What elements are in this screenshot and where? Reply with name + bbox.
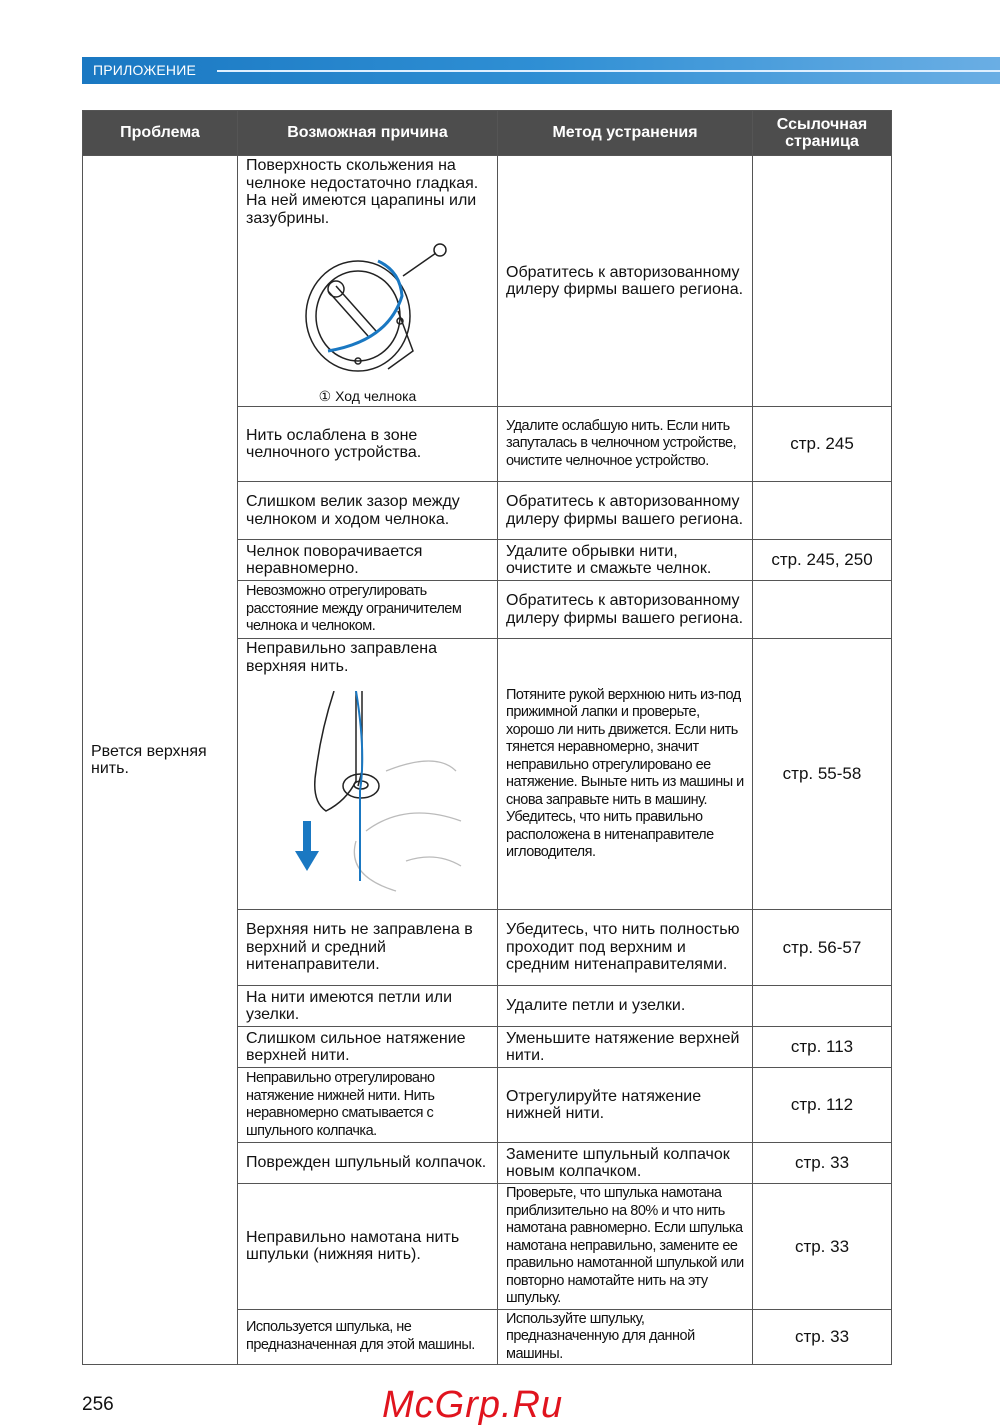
cause-text: Верхняя нить не заправлена в верхний и средний нитенаправители.	[246, 921, 473, 974]
method-cell: Потяните рукой верхнюю нить из-под прижимной лапки и проверьте, хорошо ли нить движется. Если нить тянется неравномерно, значит неправильно отрегулировано ее натяжение. Выньте нить из машины и снова заправьте нить в машину. Убедитесь, что нить правильно расположена в нитенаправителе игловодителя.	[498, 639, 753, 910]
cause-cell	[238, 1027, 498, 1068]
cause-text: Челнок поворачивается неравномерно.	[246, 542, 423, 577]
method-cell: Удалите обрывки нити, очистите и смажьте челнок.	[498, 540, 753, 581]
col-header-method: Метод устранения	[498, 111, 753, 156]
table-row	[83, 156, 892, 407]
cause-cell	[238, 1143, 498, 1184]
method-cell: Удалите петли и узелки.	[498, 986, 753, 1027]
method-cell: Удалите ослабшую нить. Если нить запуталась в челночном устройстве, очистите челночное устройство.	[498, 407, 753, 482]
page-content	[82, 110, 891, 1427]
banner-rule	[217, 70, 1000, 72]
reference-page-cell: стр. 33	[753, 1184, 892, 1310]
method-cell: Отрегулируйте натяжение нижней нити.	[498, 1068, 753, 1143]
reference-page-cell: стр. 113	[753, 1027, 892, 1068]
section-title: ПРИЛОЖЕНИЕ	[93, 62, 197, 78]
cause-text: Слишком сильное натяжение верхней нити.	[246, 1029, 466, 1064]
page-footer	[82, 1383, 891, 1427]
cause-text: Неправильно намотана нить шпульки (нижняя нить).	[246, 1228, 460, 1264]
col-header-reference: Ссылочная страница	[753, 111, 892, 156]
method-cell: Замените шпульный колпачок новым колпачком.	[498, 1143, 753, 1184]
cause-text: Неправильно отрегулировано натяжение нижней нити. Нить неравномерно сматывается с шпульного колпачка.	[246, 1070, 435, 1139]
cause-cell	[238, 540, 498, 581]
cause-cell	[238, 910, 498, 986]
cause-text: Слишком велик зазор между челноком и ходом челнока.	[246, 493, 460, 528]
cause-cell	[238, 581, 498, 639]
reference-page-cell: стр. 245, 250	[753, 540, 892, 581]
reference-page-cell: стр. 245	[753, 407, 892, 482]
method-cell: Уменьшите натяжение верхней нити.	[498, 1027, 753, 1068]
cause-cell	[238, 639, 498, 910]
reference-page-cell: стр. 33	[753, 1143, 892, 1184]
method-cell: Используйте шпульку, предназначенную для данной машины.	[498, 1309, 753, 1365]
hook-race-illustration	[288, 241, 448, 381]
cause-text: Нить ослаблена в зоне челночного устройства.	[246, 426, 422, 461]
cause-text: Используется шпулька, не предназначенная для этой машины.	[246, 1319, 475, 1353]
cause-text: Невозможно отрегулировать расстояние между ограничителем челнока и челноком.	[246, 583, 462, 635]
cause-cell	[238, 1068, 498, 1143]
reference-page-cell	[753, 482, 892, 540]
needle-threading-illustration	[286, 691, 466, 896]
cause-cell	[238, 1184, 498, 1310]
cause-text: Неправильно заправлена верхняя нить.	[246, 640, 437, 675]
cause-text: Поверхность скольжения на челноке недостаточно гладкая. На ней имеются царапины или зазубрины.	[246, 157, 479, 227]
reference-page-cell	[753, 986, 892, 1027]
method-cell: Убедитесь, что нить полностью проходит под верхним и средним нитенаправителями.	[498, 910, 753, 986]
cause-text: Поврежден шпульный колпачок.	[246, 1154, 487, 1172]
cause-cell	[238, 407, 498, 482]
cause-cell	[238, 1309, 498, 1365]
reference-page-cell: стр. 33	[753, 1309, 892, 1365]
method-cell: Обратитесь к авторизованному дилеру фирмы вашего региона.	[498, 156, 753, 407]
page-number: 256	[82, 1394, 114, 1415]
reference-page-cell: стр. 55-58	[753, 639, 892, 910]
cause-cell	[238, 986, 498, 1027]
section-banner	[82, 57, 1000, 84]
cause-cell	[238, 156, 498, 407]
method-cell: Проверьте, что шпулька намотана приблизительно на 80% и что нить намотана равномерно. Если шпулька намотана неправильно, замените ее правильно намотанной шпулькой или повторно намотайте нить на эту шпульку.	[498, 1184, 753, 1310]
table-header	[83, 111, 892, 156]
reference-page-cell: стр. 56-57	[753, 910, 892, 986]
problem-cell: Рвется верхняя нить.	[83, 156, 238, 1365]
cause-text: На нити имеются петли или узелки.	[246, 988, 453, 1023]
method-cell: Обратитесь к авторизованному дилеру фирмы вашего региона.	[498, 482, 753, 540]
cause-cell	[238, 482, 498, 540]
method-cell: Обратитесь к авторизованному дилеру фирмы вашего региона.	[498, 581, 753, 639]
reference-page-cell	[753, 156, 892, 407]
troubleshooting-table	[82, 110, 892, 1365]
illustration-caption: ① Ход челнока	[318, 387, 417, 404]
reference-page-cell: стр. 112	[753, 1068, 892, 1143]
reference-page-cell	[753, 581, 892, 639]
watermark: McGrp.Ru	[382, 1383, 564, 1426]
col-header-cause: Возможная причина	[238, 111, 498, 156]
col-header-problem: Проблема	[83, 111, 238, 156]
